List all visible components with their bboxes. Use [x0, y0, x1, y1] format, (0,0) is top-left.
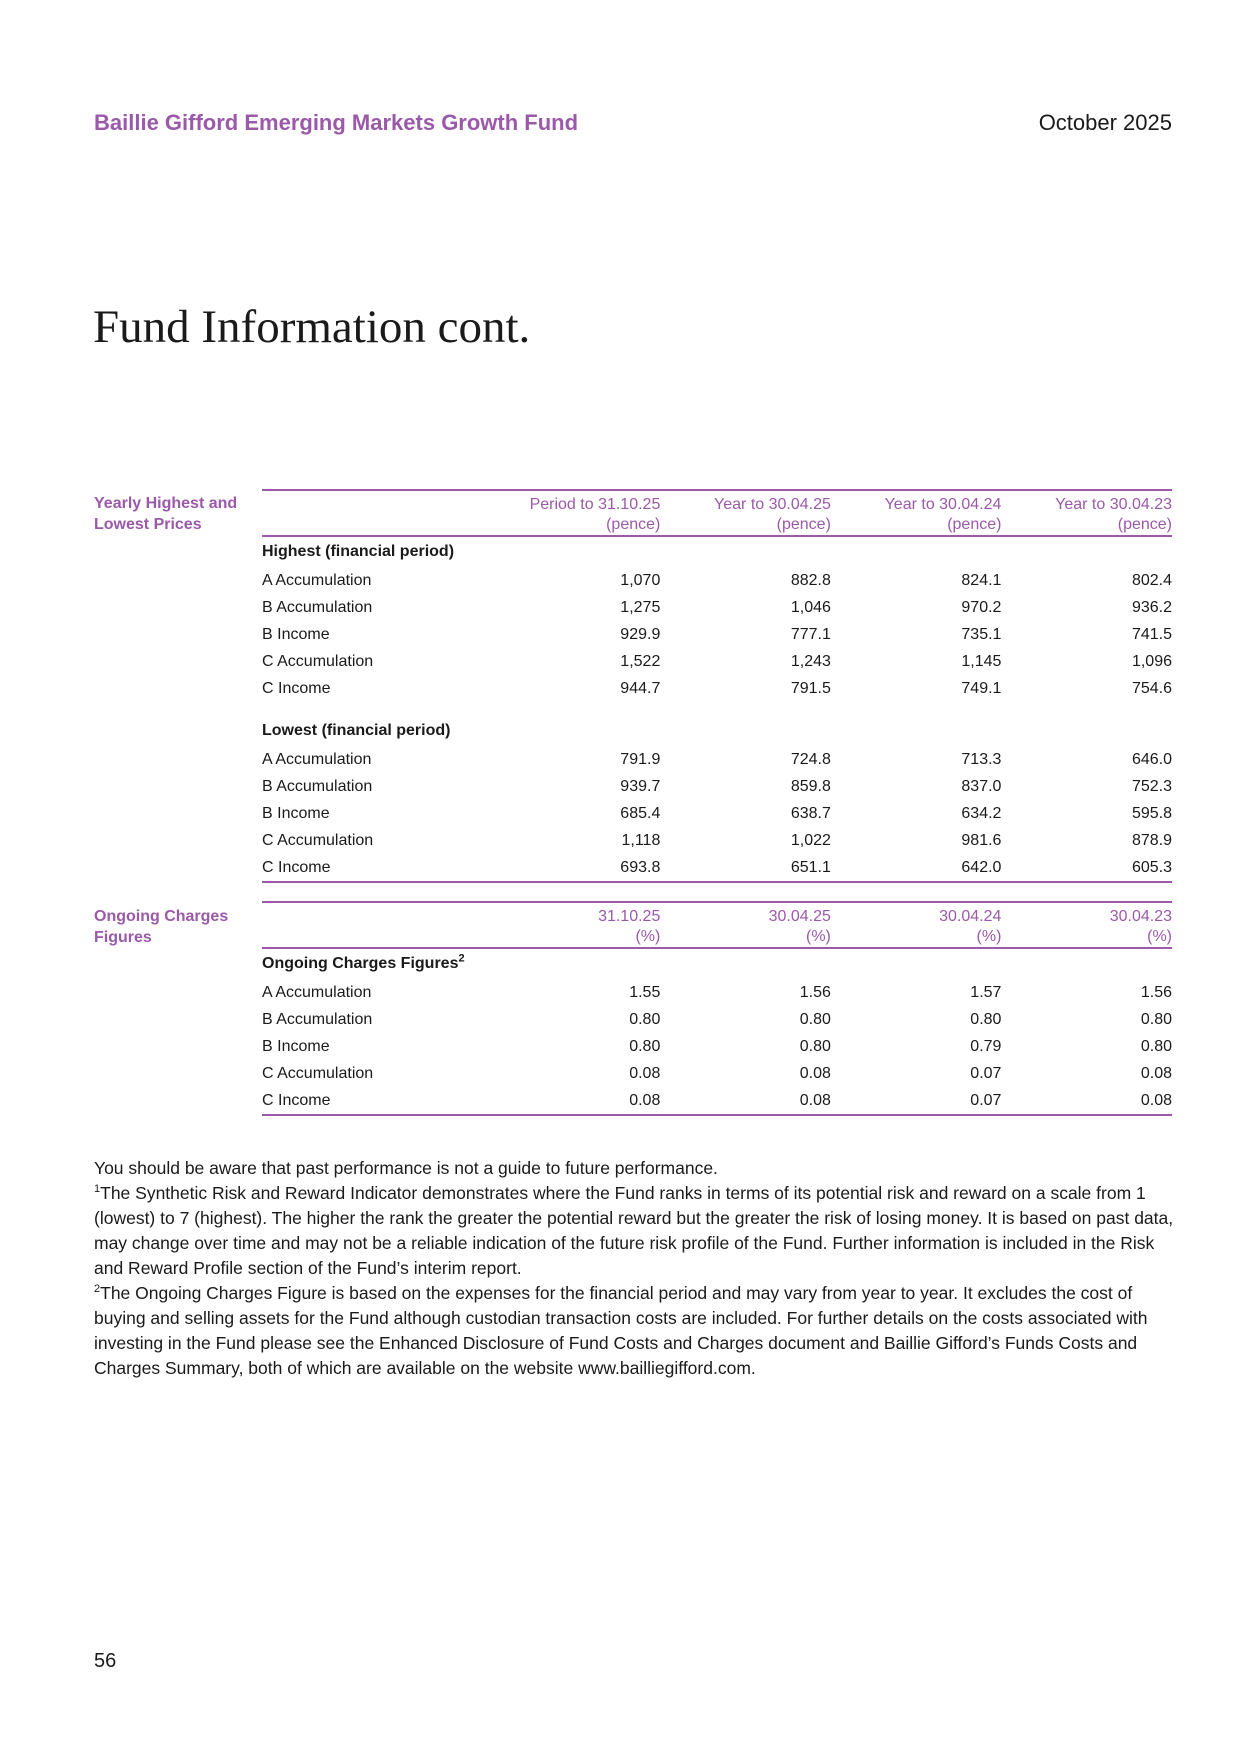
charges-group-heading: Ongoing Charges Figures$^2$: [262, 952, 465, 972]
table-row: C Income 944.7 791.5 749.1 754.6: [262, 679, 1172, 697]
table-row: C Income 693.8 651.1 642.0 605.3: [262, 854, 1172, 882]
highest-group-heading: Highest (financial period): [262, 543, 455, 560]
charges-table: [262, 901, 1172, 1116]
table-row: A Accumulation 1,070 882.8 824.1 802.4: [262, 571, 1172, 589]
charges-col-header: 30.04.23 (%): [1001, 902, 1172, 948]
table-row: B Income 0.80 0.80 0.79 0.80: [262, 1037, 1172, 1055]
page-title: Fund Information cont.: [93, 301, 531, 353]
table-row: B Income 685.4 638.7 634.2 595.8: [262, 804, 1172, 822]
table-row: C Income 0.08 0.08 0.07 0.08: [262, 1087, 1172, 1115]
page-number: 56: [94, 1650, 117, 1672]
charges-header-blank: [262, 902, 496, 948]
table-row: B Accumulation 939.7 859.8 837.0 752.3: [262, 777, 1172, 795]
table-row: A Accumulation 791.9 724.8 713.3 646.0: [262, 750, 1172, 768]
prices-section-label: Yearly Highest and Lowest Prices: [94, 495, 238, 533]
prices-col-header: Year to 30.04.23 (pence): [1001, 490, 1172, 536]
table-row: A Accumulation 1.55 1.56 1.57 1.56: [262, 983, 1172, 1001]
table-spacer: [262, 702, 1172, 716]
charges-col-header: 30.04.24 (%): [831, 902, 1002, 948]
lowest-group-heading: Lowest (financial period): [262, 722, 451, 739]
prices-table: [262, 489, 1172, 883]
table-row: B Income 929.9 777.1 735.1 741.5: [262, 625, 1172, 643]
footnotes: [94, 1156, 1174, 1381]
charges-header-row: [262, 902, 1172, 948]
table-row: B Accumulation 0.80 0.80 0.80 0.80: [262, 1010, 1172, 1028]
prices-header-row: [262, 490, 1172, 536]
fund-name-header: Baillie Gifford Emerging Markets Growth Fund: [94, 110, 579, 135]
table-row: B Accumulation 1,275 1,046 970.2 936.2: [262, 598, 1172, 616]
footnote-1: $^1$The Synthetic Risk and Reward Indicator demonstrates where the Fund ranks in terms of its potential risk and reward on a scale from 1 (lowest) to 7 (highest). The higher the rank the greater the potential reward but the greater the risk of losing money. It is based on past data, may change over time and may not be a reliable indication of the future risk profile of the Fund. Further information is included in the Risk and Reward Profile section of the Fund’s interim report.: [94, 1183, 1174, 1278]
table-row: C Accumulation 0.08 0.08 0.07 0.08: [262, 1064, 1172, 1082]
prices-col-header: Year to 30.04.25 (pence): [660, 490, 831, 536]
table-row: C Accumulation 1,522 1,243 1,145 1,096: [262, 652, 1172, 670]
prices-col-header: Period to 31.10.25 (pence): [496, 490, 661, 536]
footnote-2: $^2$The Ongoing Charges Figure is based on the expenses for the financial period and may vary from year to year. It excludes the cost of buying and selling assets for the Fund although custodian transaction costs are included. For further details on the costs associated with investing in the Fund please see the Enhanced Disclosure of Fund Costs and Charges document and Baillie Gifford’s Funds Costs and Charges Summary, both of which are available on the website www.bailliegifford.com.: [94, 1283, 1148, 1378]
footnote-marker: 2: [94, 1283, 101, 1296]
charges-col-header: 30.04.25 (%): [660, 902, 831, 948]
charges-section-label: Ongoing Charges Figures: [94, 908, 229, 946]
report-date: October 2025: [1038, 110, 1172, 135]
prices-header-blank: [262, 490, 496, 536]
prices-col-header: Year to 30.04.24 (pence): [831, 490, 1002, 536]
footnote-marker: 1: [94, 1183, 101, 1196]
footnote-marker: 2: [458, 952, 465, 965]
past-performance-note: You should be aware that past performance is not a guide to future performance.: [94, 1158, 718, 1178]
charges-col-header: 31.10.25 (%): [496, 902, 661, 948]
table-row: C Accumulation 1,118 1,022 981.6 878.9: [262, 831, 1172, 849]
